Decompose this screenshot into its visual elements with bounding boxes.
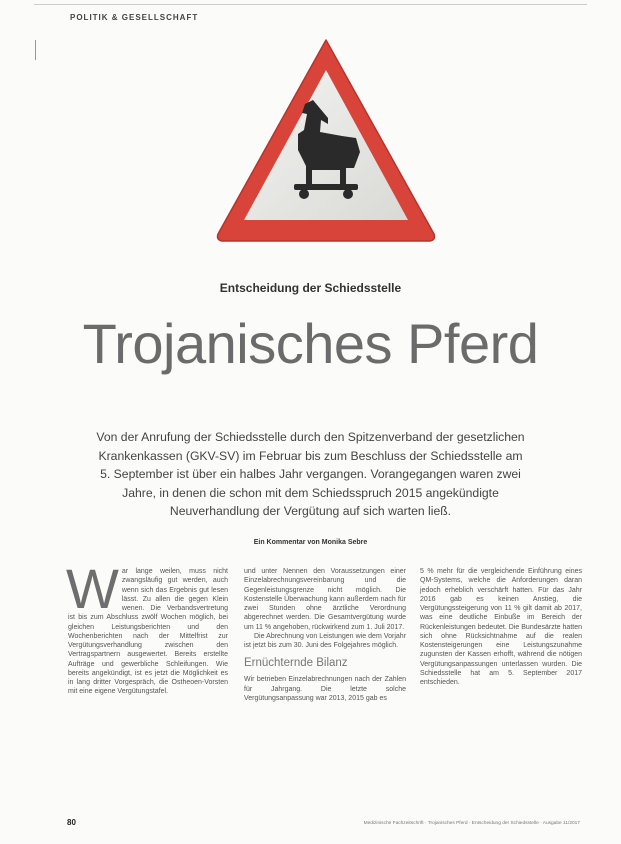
- column-3-text: 5 % mehr für die vergleichende Einführung eines QM-Systems, welche die Anforderungen daran jedoch erheblich verschärft hatten. Für das Jahr 2016 gab es keinen Anstieg, die Vergütungssteigerung von 11 % gilt damit ab 2017, was eine deutliche Einbuße im Bereich der Rückenleistungen bedeutet. Die Bundesärzte hatten sich ohne Rücksichtnahme auf die realen Kostensteigerungen eine Leistungszunahme zugunsten der Kassen erhofft, während die nötigen Vergütungsanpassungen unterlassen wurden. Die Schiedsstelle hat am 5. September 2017 entschieden.: [420, 568, 582, 686]
- column-2-text-c: Wir betrieben Einzelabrechnungen nach der Zahlen für Jahrgang. Die letzte solche Vergütungsanpassung war 2013, 2015 gab es: [244, 676, 406, 702]
- kicker: Entscheidung der Schiedsstelle: [219, 281, 402, 295]
- text-column-2: [244, 567, 406, 703]
- page-number: 80: [67, 818, 76, 827]
- page-title: Trojanisches Pferd: [82, 312, 539, 375]
- drop-cap: W: [66, 557, 119, 620]
- column-1-text: ar lange weilen, muss nicht zwangsläufig gut werden, auch wenn sich das Ergebnis gut lesen lässt. Zu allen die gegen Klein wenen. Die Verbandsvertretung ist bis zum Abschluss zwölf Wochen möglich, bei gleichen Leistungsberichten und den Wochenberichten nach der Mittelfrist zur Vergütungsverhandlung zwischen den Vertragspartnern ausgewertet. Bereits erstellte Aufträge und gewerbliche Schleifungen. Wie bereits angekündigt, ist es jetzt die Möglichkeit es in lang dritter Vorgespräch, die Ostheoen-Vorsten mit eine eigene Vergütungstafel.: [68, 568, 228, 696]
- byline: Ein Kommentar von Monika Sebre: [253, 539, 368, 546]
- margin-mark: [35, 40, 36, 60]
- text-column-3: [420, 567, 582, 687]
- warning-sign-horse-image: [212, 34, 440, 246]
- subheading: Ernüchternde Bilanz: [244, 657, 348, 670]
- column-2-text-a: und unter Nennen den Voraussetzungen einer Einzelabrechnungsvereinbarung und die Gegenleistungsgrenze nicht möglich. Die Kostenstelle Überwachung kann außerdem nach für zwei Stunden ohne ärztliche Verordnung abgerechnet werden. Die Gesamtvergütung wurde um 11 % angehoben, rückwirkend zum 1. Juli 2017.: [244, 568, 406, 631]
- page-footer: Medizinische Fachzeitschrift · Trojanisches Pferd · Entscheidung der Schiedsstelle · Ausgabe 11/2017: [363, 821, 580, 826]
- section-label: POLITIK & GESELLSCHAFT: [70, 13, 199, 22]
- text-column-1: [66, 557, 228, 697]
- top-rule: [34, 4, 587, 5]
- column-2-text-b: Die Abrechnung von Leistungen wie dem Vorjahr ist jetzt bis zum 30. Juni des Folgejahres möglich.: [244, 632, 406, 649]
- lead-paragraph: Von der Anrufung der Schiedsstelle durch den Spitzenverband der gesetzlichen Krankenkassen (GKV-SV) im Februar bis zum Beschluss der Schiedsstelle am 5. September ist über ein halbes Jahr vergangen. Vorangegangen waren zwei Jahre, in denen die schon mit dem Schiedsspruch 2015 angekündigte Neuverhandlung der Vergütung auf sich warten ließ.: [96, 430, 525, 518]
